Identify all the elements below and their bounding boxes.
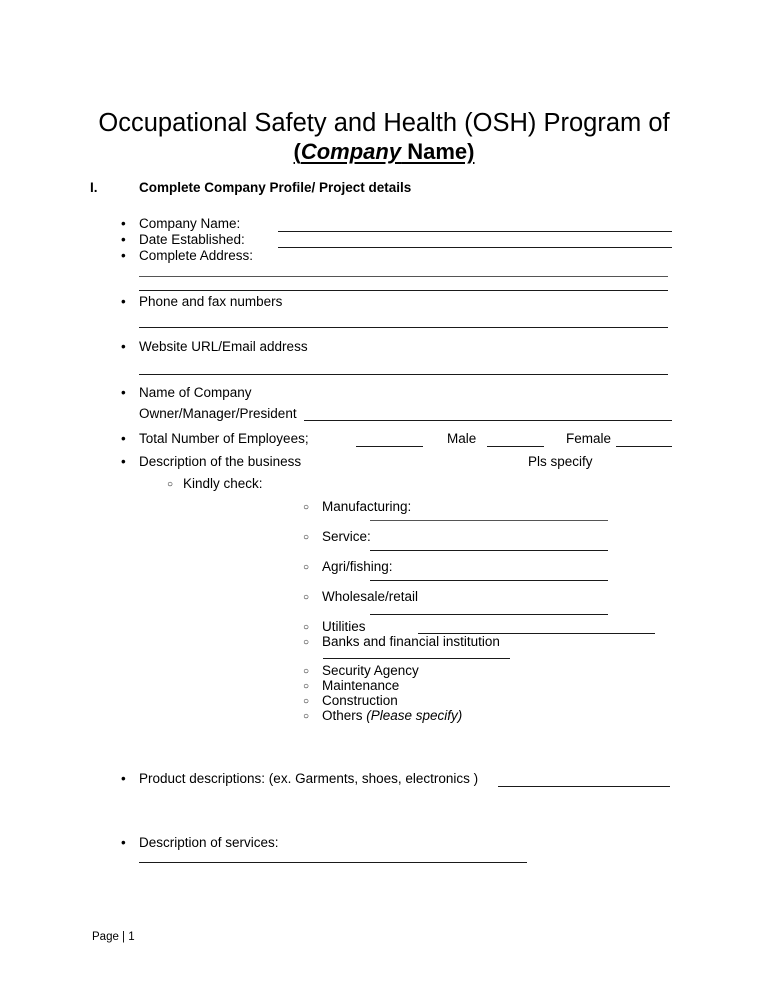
label-utilities: Utilities — [322, 619, 366, 634]
label-others — [322, 708, 462, 724]
title-line-primary: Occupational Safety and Health (OSH) Program of — [98, 109, 670, 137]
circle-bullet-kindly-check — [167, 477, 173, 493]
label-kindly-check: Kindly check: — [183, 476, 263, 491]
circle-bullet-maintenance[interactable] — [303, 679, 309, 695]
circle-bullet-agri-fishing[interactable] — [303, 560, 309, 576]
label-owner-manager-president: Owner/Manager/President — [139, 406, 297, 421]
title-name-word: Name) — [401, 139, 475, 164]
section-number: I. — [90, 180, 98, 195]
label-service: Service: — [322, 529, 371, 544]
blank-company-name[interactable] — [278, 231, 672, 232]
label-others-text: Others — [322, 708, 367, 723]
bullet-company-owner — [121, 385, 126, 401]
title-company-word: Company — [300, 139, 402, 164]
label-agri-fishing: Agri/fishing: — [322, 559, 393, 574]
label-product-descriptions: Product descriptions: (ex. Garments, shoes, electronics ) — [139, 771, 479, 786]
blank-total-employees[interactable] — [356, 446, 423, 447]
label-wholesale-retail: Wholesale/retail — [322, 589, 419, 604]
blank-complete-address-1[interactable] — [139, 276, 668, 277]
circle-bullet-security-agency[interactable] — [303, 664, 309, 680]
bullet-date-established — [121, 232, 126, 248]
label-maintenance: Maintenance — [322, 678, 400, 693]
label-date-established: Date Established: — [139, 232, 245, 247]
label-description-services: Description of services: — [139, 835, 279, 850]
label-website-email: Website URL/Email address — [139, 339, 308, 354]
circle-bullet-construction[interactable] — [303, 694, 309, 710]
circle-bullet-others[interactable] — [303, 709, 309, 725]
blank-product-descriptions[interactable] — [498, 786, 670, 787]
circle-bullet-service[interactable] — [303, 530, 309, 546]
bullet-description-services — [121, 835, 126, 851]
blank-phone-fax[interactable] — [139, 327, 668, 328]
label-total-employees: Total Number of Employees; — [139, 431, 309, 446]
bullet-website-email — [121, 339, 126, 355]
blank-owner-manager-president[interactable] — [304, 420, 672, 421]
bullet-company-name — [121, 216, 126, 232]
label-complete-address: Complete Address: — [139, 248, 254, 263]
blank-website-email[interactable] — [139, 374, 668, 375]
blank-male-count[interactable] — [487, 446, 544, 447]
blank-banks-financial[interactable] — [323, 658, 510, 659]
label-male: Male — [447, 431, 477, 446]
bullet-phone-fax — [121, 294, 126, 310]
blank-service[interactable] — [370, 550, 608, 551]
blank-description-services[interactable] — [139, 862, 527, 863]
label-phone-fax: Phone and fax numbers — [139, 294, 283, 309]
blank-date-established[interactable] — [278, 247, 672, 248]
bullet-description-business — [121, 454, 126, 470]
label-security-agency: Security Agency — [322, 663, 419, 678]
label-others-hint: (Please specify) — [366, 708, 463, 723]
document-title — [90, 108, 678, 166]
circle-bullet-wholesale-retail[interactable] — [303, 590, 309, 606]
section-heading: Complete Company Profile/ Project details — [139, 180, 412, 195]
blank-wholesale-retail[interactable] — [370, 614, 608, 615]
bullet-product-descriptions — [121, 771, 126, 787]
circle-bullet-banks[interactable] — [303, 635, 309, 651]
title-line-secondary — [90, 138, 678, 166]
label-description-business: Description of the business — [139, 454, 302, 469]
label-name-of-company: Name of Company — [139, 385, 252, 400]
label-construction: Construction — [322, 693, 398, 708]
label-banks-financial: Banks and financial institution — [322, 634, 500, 649]
bullet-complete-address — [121, 248, 126, 264]
blank-female-count[interactable] — [616, 446, 672, 447]
label-manufacturing: Manufacturing: — [322, 499, 412, 514]
circle-bullet-utilities[interactable] — [303, 620, 309, 636]
page-footer: Page | 1 — [92, 931, 135, 943]
blank-manufacturing[interactable] — [370, 520, 608, 521]
label-pls-specify: Pls specify — [528, 454, 593, 469]
circle-bullet-manufacturing[interactable] — [303, 500, 309, 516]
label-female: Female — [566, 431, 612, 446]
label-company-name: Company Name: — [139, 216, 241, 231]
bullet-total-employees — [121, 431, 126, 447]
blank-complete-address-2[interactable] — [139, 290, 668, 291]
title-paren-open: ( — [293, 139, 301, 164]
blank-agri-fishing[interactable] — [370, 580, 608, 581]
